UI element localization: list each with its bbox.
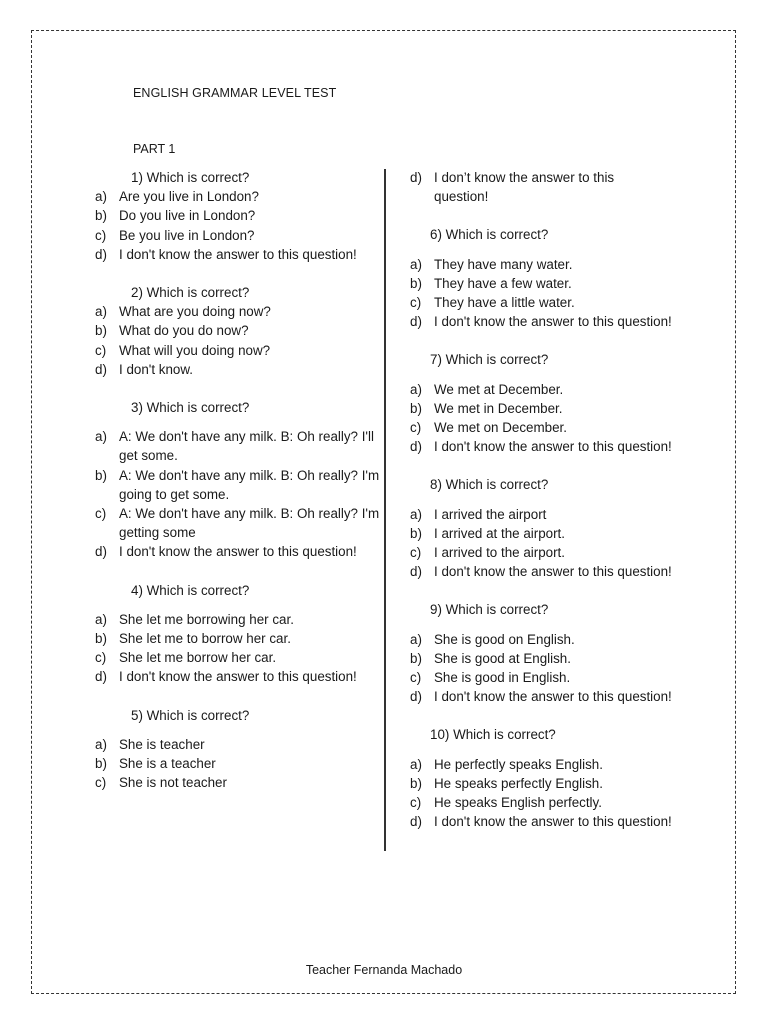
option-8b: b) I arrived at the airport. (410, 525, 565, 541)
option-6c: c) They have a little water. (410, 295, 575, 311)
option-10b: b) He speaks perfectly English. (410, 775, 603, 791)
column-divider (384, 169, 386, 851)
option-3b: b) A: We don't have any milk. B: Oh really? I'm going to get some. (95, 467, 380, 502)
option-7c: c) We met on December. (410, 420, 567, 436)
option-8a: a) I arrived the airport (410, 506, 547, 522)
option-10a: a) He perfectly speaks English. (410, 756, 603, 772)
option-2a: a) What are you doing now? (95, 304, 271, 320)
option-6a: a) They have many water. (410, 256, 573, 272)
option-2c: c) What will you doing now? (95, 342, 271, 358)
question-7: 7) Which is correct? (430, 352, 549, 368)
option-5b: b) She is a teacher (95, 756, 216, 772)
question-10: 10) Which is correct? (430, 727, 556, 743)
option-1b: b) Do you live in London? (95, 208, 256, 224)
option-9d: d) I don't know the answer to this question! (410, 689, 672, 705)
option-4d: d) I don't know the answer to this question! (95, 669, 357, 685)
option-9c: c) She is good in English. (410, 670, 571, 686)
option-6d: d) I don't know the answer to this question! (410, 314, 672, 330)
page-title: ENGLISH GRAMMAR LEVEL TEST (133, 86, 337, 100)
option-7b: b) We met in December. (410, 400, 563, 416)
option-1d: d) I don't know the answer to this question! (95, 246, 357, 262)
option-10c: c) He speaks English perfectly. (410, 795, 602, 811)
option-9b: b) She is good at English. (410, 650, 571, 666)
left-column (95, 168, 380, 792)
option-7d: d) I don't know the answer to this question! (410, 439, 672, 455)
option-9a: a) She is good on English. (410, 631, 575, 647)
question-4: 4) Which is correct? (131, 582, 250, 598)
option-4c: c) She let me borrow her car. (95, 650, 277, 666)
option-3c: c) A: We don't have any milk. B: Oh really? I'm getting some (95, 506, 380, 541)
right-column (410, 168, 710, 831)
option-2d: d) I don't know. (95, 361, 194, 377)
option-1c: c) Be you live in London? (95, 227, 255, 243)
option-4b: b) She let me to borrow her car. (95, 631, 291, 647)
option-1a: a) Are you live in London? (95, 189, 259, 205)
option-8c: c) I arrived to the airport. (410, 545, 565, 561)
question-2: 2) Which is correct? (131, 285, 250, 301)
option-3a: a) A: We don't have any milk. B: Oh really? I'll get some. (95, 429, 374, 464)
question-9: 9) Which is correct? (430, 602, 549, 618)
question-3: 3) Which is correct? (131, 400, 250, 416)
option-6b: b) They have a few water. (410, 275, 572, 291)
option-10d: d) I don't know the answer to this question! (410, 814, 672, 830)
option-7a: a) We met at December. (410, 381, 564, 397)
option-2b: b) What do you do now? (95, 323, 249, 339)
question-8: 8) Which is correct? (430, 477, 549, 493)
question-1: 1) Which is correct? (131, 170, 250, 185)
option-8d: d) I don't know the answer to this question! (410, 564, 672, 580)
option-5c: c) She is not teacher (95, 775, 227, 791)
question-6: 6) Which is correct? (430, 227, 549, 243)
option-5a: a) She is teacher (95, 736, 205, 752)
footer-teacher-name: Teacher Fernanda Machado (305, 963, 463, 977)
question-5: 5) Which is correct? (131, 707, 250, 723)
option-3d: d) I don't know the answer to this question! (95, 544, 357, 560)
part-heading: PART 1 (133, 142, 176, 156)
option-5d: d) I don’t know the answer to this question! (410, 170, 615, 205)
option-4a: a) She let me borrowing her car. (95, 611, 294, 627)
